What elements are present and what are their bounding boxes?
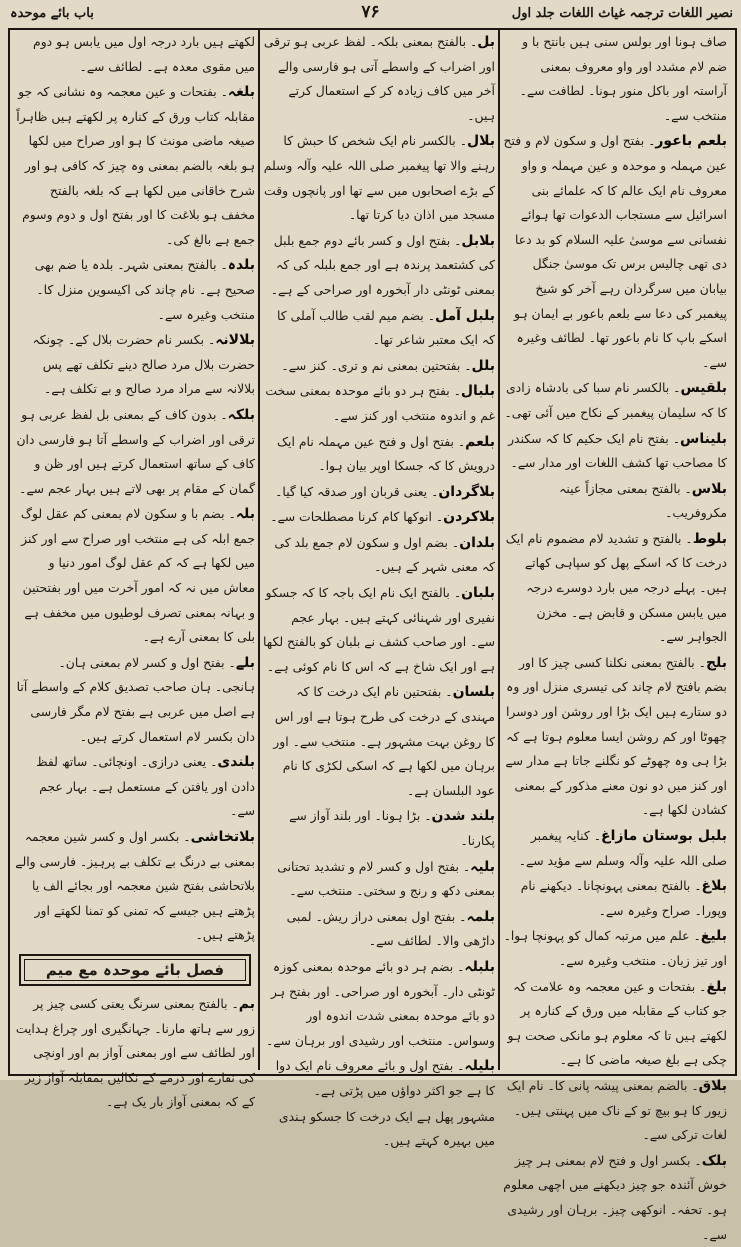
dictionary-entry bbox=[15, 328, 255, 402]
column-divider bbox=[498, 30, 500, 1070]
entry-headword: بلے bbox=[235, 654, 255, 671]
entry-headword: بلقیس bbox=[680, 380, 727, 397]
dictionary-entry bbox=[263, 531, 495, 580]
entry-headword: بم bbox=[238, 995, 255, 1012]
entry-definition: ۔ بالفتح و تشدید لام مضموم نام ایک درخت کا کہ اسکے پھل کو سپاہی کھاتے ہیں۔ پہلے درجہ میں بارد دوسرے درجہ میں یابس مسکن و قابض ہے۔ مخزن الجواہر سے۔ bbox=[505, 530, 727, 645]
dictionary-entry bbox=[263, 354, 495, 379]
entry-definition: ۔ یعنی قربان اور صدقہ کیا گیا۔ bbox=[275, 483, 439, 499]
entry-headword: بلدان bbox=[459, 534, 495, 551]
entry-definition: ۔ بفتحات و عین معجمہ وہ نشانی کہ جو مقابلہ کتاب ورق کے کنارہ پر لکھتے ہیں ظاہراً صیغہ ماضی مونث کا ہو اور صراح میں لکھا ہو بلغہ بالضم بمعنی وہ چیز کہ کافی ہو اور شرح خاقانی میں لکھا ہے کہ بلغہ بالفتح مخفف ہو بلاغت کا اور بفتح اول و دوم وسوم جمع ہے بالغ کی۔ bbox=[16, 84, 255, 247]
dictionary-entry bbox=[15, 403, 255, 501]
entry-definition: ۔ بالضم بمعنی پیشہ پانی کا۔ نام ایک زیور کا ہو بیچ تو کے ناک میں پہنتی ہیں۔ لغات ترکی سے۔ bbox=[506, 1077, 727, 1143]
entry-headword: بلاگردان bbox=[438, 483, 495, 500]
entry-definition: ۔ بفتح اول و سکون لام و فتح عین مہملہ و موحدہ و عین مہملہ و واو معروف نام ایک عالم کا کہ علمائے بنی اسرائیل سے مستجاب الدعوات تھا ہوائے نفسانی سے موسیٰ علیہ السلام کو بد دعا دی تھی چالیس برس تک موسیٰ جنگل بیابان میں سرگردان رہے آخر کو شیخ پیغمبر کی دعا سے بلعم باعور بے ایمان ہو اسکے باپ کا نام باعور تھا۔ لطائف وغیرہ سے۔ bbox=[503, 133, 727, 370]
entry-definition: ۔ بڑا ہونا۔ اور بلند آواز سے پکارنا۔ bbox=[289, 808, 495, 848]
entry-definition: ۔ کنایہ پیغمبر صلی اللہ علیہ وآلہ وسلم سے مؤید سے۔ bbox=[518, 828, 727, 868]
entry-headword: بلاغ bbox=[701, 878, 727, 895]
entry-definition: ۔ بالفتح بمعنی شہر۔ بلدہ یا ضم بھی صحیح ہے۔ نام چاند کی اکیسوین منزل کا۔ منتخب وغیرہ سے۔ bbox=[34, 257, 255, 322]
dictionary-entry bbox=[263, 129, 495, 227]
dictionary-entry bbox=[15, 651, 255, 749]
dictionary-entry bbox=[263, 505, 495, 530]
entry-definition: ۔ بالکسر نام ایک شخص کا حبش کا رہنے والا تھا پیغمبر صلی اللہ علیہ وآلہ وسلم کے بڑے اصحابوں میں سے تھا اور پانچوں وقت مسجد میں اذان دیا کرتا تھا۔ bbox=[263, 133, 495, 223]
entry-headword: بلک bbox=[701, 1152, 727, 1169]
page-header bbox=[0, 2, 741, 26]
entry-definition: ۔ علم میں مرتبہ کمال کو پہونچا ہوا۔ اور تیز زبان۔ منتخب وغیرہ سے۔ bbox=[503, 928, 727, 968]
dictionary-entry bbox=[263, 955, 495, 1053]
dictionary-entry bbox=[503, 874, 727, 923]
entry-headword: بلال bbox=[466, 133, 495, 150]
entry-definition: ۔ بالفتح بمعنی مجازاً عینہ مکروفریب۔ bbox=[559, 480, 727, 521]
entry-headword: بلیہ bbox=[470, 858, 495, 875]
dictionary-entry bbox=[15, 80, 255, 252]
entry-headword: بلوط bbox=[692, 530, 727, 547]
entry-definition: ۔ بالفتح بمعنی بلکہ۔ لفظ عربی ہو ترقی اور اضراب کے واسطے آتی ہو فارسی والے آخر میں کاف زیادہ کر کے استعمال کرتے ہیں۔ bbox=[263, 34, 495, 123]
entry-headword: بلبل آمل bbox=[434, 307, 495, 324]
entry-headword: بلعم باعور bbox=[655, 133, 727, 150]
entry-headword: بلبال bbox=[460, 383, 495, 400]
entry-headword: بلبان bbox=[461, 585, 495, 602]
dictionary-entry bbox=[503, 924, 727, 973]
header-chapter-title: باب بائے موحدہ bbox=[10, 6, 94, 21]
dictionary-entry bbox=[263, 480, 495, 505]
dictionary-entry bbox=[503, 975, 727, 1073]
entry-headword: بلیغ bbox=[700, 928, 727, 945]
dictionary-entry bbox=[15, 30, 255, 79]
dictionary-entry bbox=[503, 824, 727, 873]
entry-definition: مشہور پھل ہے ایک درخت کا جسکو ہندی میں بہیرہ کہتے ہیں۔ bbox=[278, 1108, 495, 1149]
dictionary-entry bbox=[503, 527, 727, 650]
entry-definition: لکھتے ہیں بارد درجہ اول میں یابس ہو دوم میں مقوی معدہ ہے۔ لطائف سے۔ bbox=[33, 34, 255, 74]
entry-headword: بلہ bbox=[235, 506, 255, 523]
entry-headword: بلیناس bbox=[680, 430, 727, 447]
dictionary-entry bbox=[263, 1054, 495, 1103]
dictionary-entry bbox=[503, 30, 727, 128]
entry-headword: بلندی bbox=[217, 754, 255, 771]
entry-definition: ۔ بالکسر نام سبا کی بادشاہ زادی کا کہ سلیمان پیغمبر کے نکاح میں آئی تھی۔ bbox=[504, 380, 727, 420]
entry-headword: بل bbox=[477, 34, 495, 50]
dictionary-entry bbox=[503, 1149, 727, 1247]
entry-definition: ۔ بفتح اول و کسر لام و تشدید تحتانی بمعنی دکھ و رنج و سختی۔ منتخب سے۔ bbox=[277, 858, 495, 899]
dictionary-entry bbox=[263, 1105, 495, 1154]
dictionary-entry bbox=[263, 680, 495, 803]
header-book-title: نصیر اللغات ترجمہ غیاث اللغات جلد اول bbox=[511, 6, 733, 21]
entry-headword: بلاتخاشی bbox=[190, 829, 255, 845]
dictionary-entry bbox=[15, 253, 255, 327]
dictionary-entry bbox=[263, 304, 495, 353]
column-middle bbox=[262, 30, 495, 1149]
entry-definition: ۔ بالفتح بمعنی سرنگ یعنی کسی چیز پر زور سے ہاتھ مارنا۔ جہانگیری اور چراغ ہدایت اور لطائف سے اور بمعنی آواز بم اور اونچی کی نقارے اور درمے کے نکالیں بمقابلہ آواز زیر کے کہ بمعنی آواز بار یک ہے۔ bbox=[15, 995, 255, 1110]
entry-definition: ۔ بفتح اول بمعنی دراز ریش۔ لمبی داڑھی والا۔ لطائف سے۔ bbox=[286, 908, 495, 949]
entry-definition: ۔ بکسر اول و فتح لام بمعنی ہر چیز خوش آئندہ جو چیز دیکھنے میں اچھی معلوم ہو۔ تحفہ۔ انوکھی چیز۔ برہان اور رشیدی سے۔ bbox=[503, 1152, 727, 1242]
entry-definition: ۔ بفتح نام ایک حکیم کا کہ سکندر کا مصاحب تھا کشف اللغات اور مدار سے۔ bbox=[508, 430, 727, 471]
dictionary-entry bbox=[263, 30, 495, 128]
entry-definition: ۔ بفتح اول و بائے معروف نام ایک دوا کا ہے جو اکثر دواؤں میں پڑتی ہے۔ bbox=[275, 1058, 495, 1098]
entry-headword: بلل bbox=[471, 357, 495, 374]
entry-headword: بلند شدن bbox=[431, 808, 495, 825]
entry-definition: ۔ بالفتح بمعنی نکلنا کسی چیز کا اور بضم بافتح لام چاند کی تیسری منزل اور وہ دو ستارے ہیں ایک بڑا اور روشن اور دوسرا چھوٹا اور کم روشن ایسا معلوم ہوتا ہے کہ بڑا ہی وہ چھوٹے کو نگلنے جاتا ہے مدار سے اور کنز میں دو نون معنے مذکور کے بمعنی کشادن لکھا ہے۔ bbox=[505, 654, 727, 818]
entry-definition: صاف ہونا اور بولس سنی ہیں بانتح با و ضم لام مشدد اور واو معروف بمعنی آراستہ اور باکل منور ہونا۔ لطافت سے۔ منتخب سے۔ bbox=[519, 34, 727, 123]
page-number: ۷۶ bbox=[361, 2, 380, 22]
entry-definition: ۔ بفتح اول و کسر بائے دوم جمع بلبل کی کشتعمد پرندہ ہے اور جمع بلبلہ کی کہ بمعنی ٹونٹی دار آبخورہ اور صراحی کے ہے۔ bbox=[270, 232, 495, 297]
dictionary-entry bbox=[503, 129, 727, 375]
dictionary-entry bbox=[15, 502, 255, 650]
entry-headword: بلدہ bbox=[227, 257, 255, 274]
column-left bbox=[15, 30, 255, 1110]
entry-definition: ۔ بضم میم لقب طالب آملی کا کہ ایک معتبر شاعر تھا۔ bbox=[277, 307, 495, 348]
section-heading-box: فصل بائے موحدہ مع میم bbox=[19, 954, 251, 986]
entry-definition: ۔ بکسر نام حضرت بلال کے۔ چونکہ حضرت بلال مرد صالح دینے تکلف تھے پس بلالانہ سے مراد مرد صالح و بے تکلف ہے۔ bbox=[32, 332, 255, 397]
dictionary-entry bbox=[263, 905, 495, 954]
entry-headword: بلمہ bbox=[466, 908, 495, 925]
entry-headword: بلیلہ bbox=[464, 1058, 495, 1075]
column-divider bbox=[258, 30, 260, 1070]
entry-headword: بلبلہ bbox=[464, 958, 495, 975]
entry-definition: ۔ بفتح اول و کسر لام بمعنی ہان۔ ہانجی۔ ہان صاحب تصدیق کلام کے واسطے آتا ہے اصل میں عربی ہے بفتح لام مگر فارسی دان بکسر لام استعمال کرتے ہیں۔ bbox=[16, 654, 255, 744]
entry-headword: بلعم bbox=[465, 433, 495, 450]
dictionary-entry bbox=[15, 992, 255, 1115]
dictionary-entry bbox=[503, 1074, 727, 1148]
dictionary-entry bbox=[15, 825, 255, 948]
dictionary-entry bbox=[263, 855, 495, 904]
entry-definition: ۔ بکسر اول و کسر شین معجمہ بمعنی بے درنگ بے تکلف بے پرہیز۔ فارسی والے بلاتحاشی بفتح شین معجمہ اور بجائے الف یا پڑھتے ہیں جیسے کہ تمنی کو تمنا لکھتے اور پڑھتے ہیں۔ bbox=[15, 829, 255, 943]
dictionary-entry bbox=[263, 430, 495, 479]
entry-definition: ۔ بدون کاف کے بمعنی بل لفظ عربی ہو ترقی اور اضراب کے واسطے آتا ہو فارسی دان کاف کے ساتھ استعمال کرتے ہیں اور ظن و گمان کے مقام پر بھی لاتے ہیں بہار عجم سے۔ bbox=[16, 406, 255, 496]
dictionary-entry bbox=[503, 477, 727, 526]
dictionary-entry bbox=[503, 427, 727, 476]
entry-headword: بلبل بوستان مازاغ bbox=[601, 828, 727, 844]
dictionary-entry bbox=[503, 651, 727, 823]
entry-headword: بلابل bbox=[461, 232, 495, 249]
dictionary-entry bbox=[263, 804, 495, 853]
entry-headword: بلاس bbox=[691, 480, 727, 497]
entry-definition: ۔ بضم اول و سکون لام جمع بلد کی کہ معنی شہر کے ہیں۔ bbox=[274, 534, 495, 575]
entry-definition: ۔ بفتح اول و فتح عین مہملہ نام ایک درویش کا کہ جسکا اوپر بیان ہوا۔ bbox=[276, 433, 495, 474]
entry-headword: بلاق bbox=[698, 1077, 727, 1094]
entry-definition: ۔ بالفتح ایک نام ایک باجہ کا کہ جسکو نفیری اور شہنائی کہتے ہیں۔ بہار عجم سے۔ اور صاحب کشف نے بلبان کو بالفتح لکھا ہے اور ایک شاخ ہے کہ اس کا نام کوئی ہے۔ bbox=[262, 585, 495, 674]
entry-headword: بلسان bbox=[452, 684, 495, 701]
dictionary-entry bbox=[15, 750, 255, 824]
column-right bbox=[503, 30, 727, 1242]
entry-definition: ۔ بفتحتین نام ایک درخت کا کہ مہندی کے درخت کی طرح ہوتا ہے اور اس کا روغن بہت مشہور ہے۔ منتخب سے۔ اور برہان میں لکھا ہے کہ اسکی لکڑی کا نام عود البلسان ہے۔ bbox=[273, 684, 495, 798]
entry-definition: ۔ بفتح ہر دو بائے موحدہ بمعنی سخت غم و اندوہ منتخب اور کنز سے۔ bbox=[265, 383, 495, 423]
dictionary-entry bbox=[263, 379, 495, 428]
entry-headword: بلغہ bbox=[227, 84, 255, 101]
entry-definition: ۔ بضم با و سکون لام بمعنی کم عقل لوگ جمع ابلہ کی ہے منتخب اور صراح سے اور کنز میں لکھا ہے کہ کم عقل لوگ امور دنیا و معاش میں نہ کہ امور آخرت میں اور بفتحتین و بہانہ بمعنی تصرف لوطیوں میں مخفف ہے بلی کا بمعنی آرے ہے۔ bbox=[20, 506, 255, 645]
entry-definition: ۔ انوکھا کام کرنا مصطلحات سے۔ bbox=[270, 509, 444, 525]
dictionary-entry bbox=[263, 581, 495, 679]
entry-headword: بلالانہ bbox=[215, 332, 255, 349]
entry-headword: بلاکردن bbox=[443, 509, 495, 526]
entry-headword: بلج bbox=[705, 654, 727, 671]
dictionary-entry bbox=[263, 229, 495, 303]
entry-definition: ۔ یعنی درازی۔ اونچائی۔ ساتھ لفظ دادن اور یافتن کے مستعمل ہے۔ بہار عجم سے۔ bbox=[36, 754, 255, 819]
entry-definition: ۔ بضم ہر دو بائے موحدہ بمعنی کوزہ ٹونٹی دار۔ آبخورہ اور صراحی۔ اور بفتح ہر دو بائے موحدہ بمعنی شدت اندوہ اور وسواس۔ منتخب اور رشیدی اور برہان سے۔ bbox=[266, 958, 495, 1048]
entry-headword: بلغ bbox=[706, 978, 727, 995]
entry-definition: ۔ بالفتح بمعنی پہونچانا۔ دیکھنے نام وپورا۔ صراح وغیرہ سے۔ bbox=[520, 878, 727, 918]
dictionary-entry bbox=[503, 376, 727, 425]
entry-definition: ۔ بفتحتین بمعنی نم و تری۔ کنز سے۔ bbox=[281, 357, 472, 373]
entry-headword: بلکہ bbox=[227, 406, 255, 423]
entry-definition: ۔ بفتحات و عین معجمہ وہ علامت کہ جو کتاب کے مقابلہ میں ورق کے کنارہ پر لکھتے ہیں تا کہ معلوم ہو مانکی صحت ہو چکی ہے بلغ صیغہ ماضی کا ہے۔ bbox=[507, 978, 727, 1068]
